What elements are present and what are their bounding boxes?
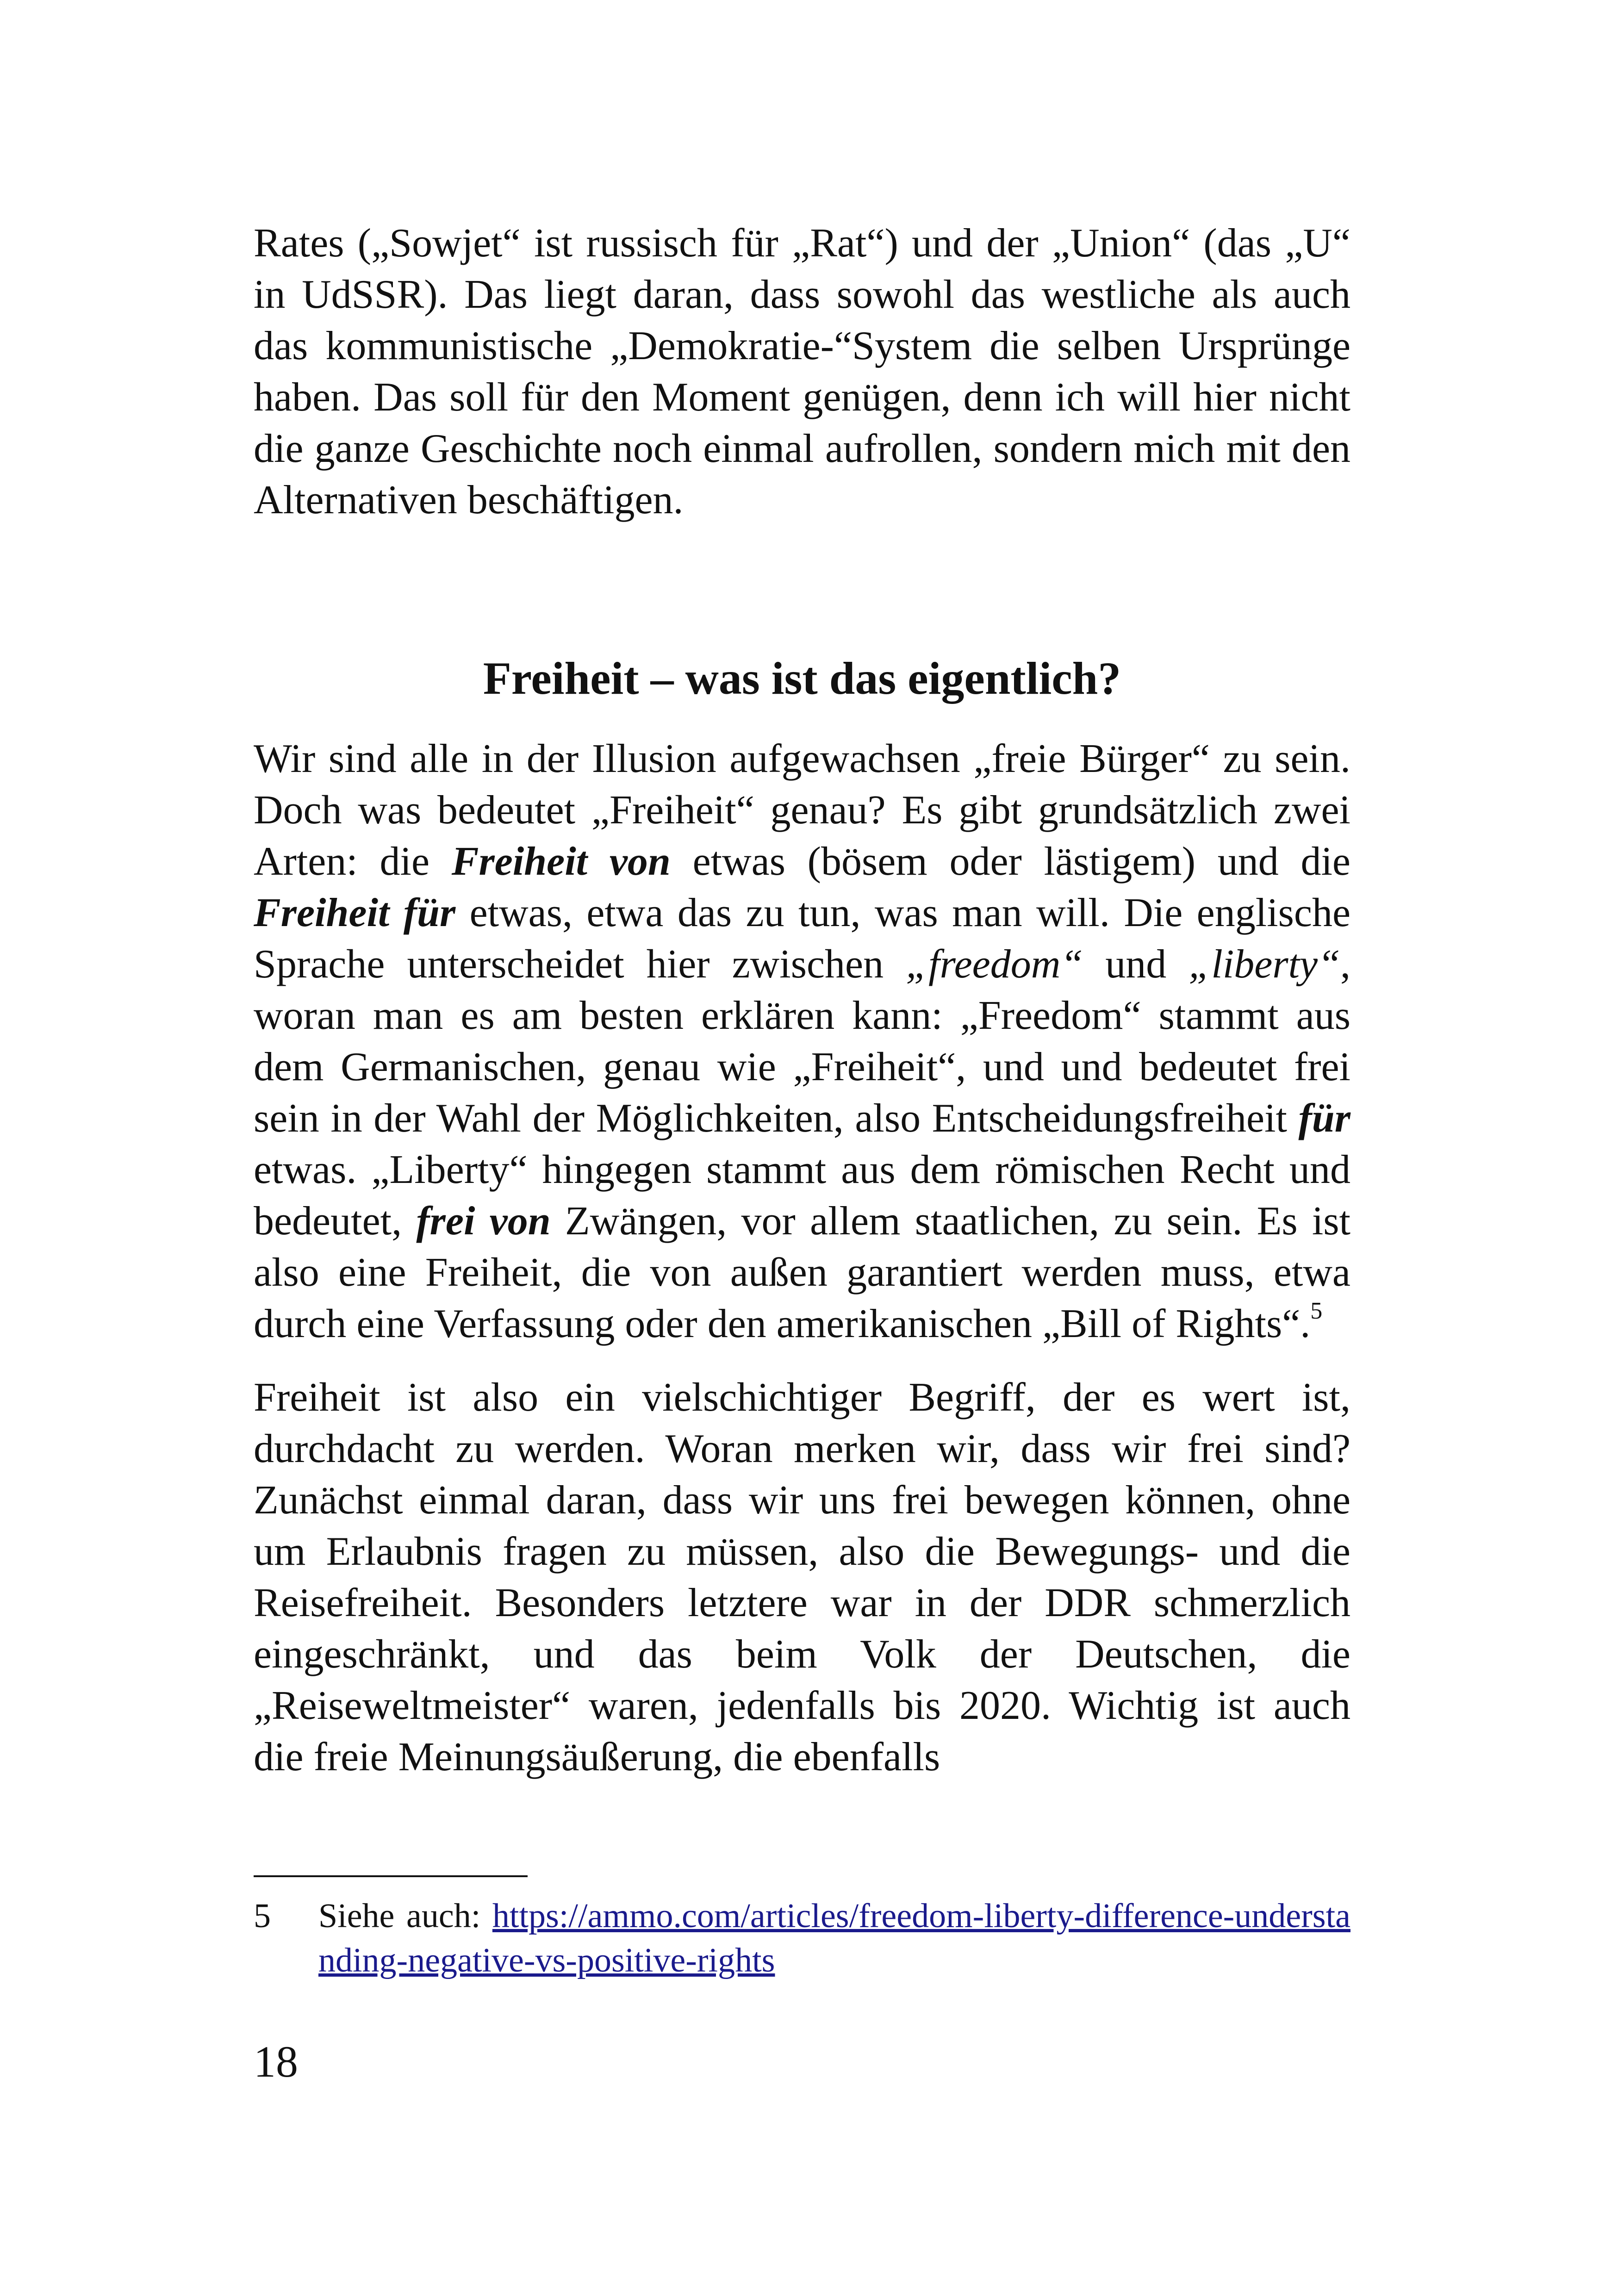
footnote-reference[interactable]: 5 bbox=[1310, 1298, 1323, 1324]
text-span: Zwängen, vor allem staatlichen, zu sein. Es ist also eine Freiheit, die von außen garantiert werden muss, etwa durch eine Verfassung oder den amerikanischen „Bill of Rights“. bbox=[254, 1199, 1351, 1346]
footnote-body bbox=[318, 1894, 1350, 1983]
footnote bbox=[254, 1894, 1350, 1983]
italic-liberty: „liberty“ bbox=[1189, 942, 1341, 987]
page-number: 18 bbox=[254, 2037, 298, 2086]
footnote-prefix: Siehe auch: bbox=[318, 1897, 492, 1935]
emphasis-fuer: für bbox=[1298, 1096, 1350, 1141]
footnote-number: 5 bbox=[254, 1897, 271, 1935]
paragraph-freedom-reflection: Freiheit ist also ein vielschichtiger Begriff, der es wert ist, durchdacht zu werden. Woran merken wir, dass wir frei sind? Zunächst einmal daran, dass wir uns frei bewegen können, ohne um Erlaubnis fragen zu müssen, also die Bewegungs- und die Reisefreiheit. Besonders letztere war in der DDR schmerzlich eingeschränkt, und das beim Volk der Deutschen, die „Reiseweltmeister“ waren, jedenfalls bis 2020. Wichtig ist auch die freie Meinungsäußerung, die ebenfalls bbox=[254, 1375, 1350, 1780]
section-heading: Freiheit – was ist das eigentlich? bbox=[483, 653, 1121, 704]
page-body bbox=[254, 218, 1350, 1783]
text-span: und bbox=[1083, 942, 1189, 987]
text-span: etwas (bösem oder lästigem) und die bbox=[670, 839, 1350, 884]
footnote-divider bbox=[254, 1875, 528, 1877]
italic-freedom: „freedom“ bbox=[906, 942, 1083, 987]
text-span: etwas. „Liberty“ hingegen stammt aus dem römischen Recht und bedeutet, bbox=[254, 1147, 1350, 1244]
text-span: , woran man es am besten erklären kann: „Freedom“ stammt aus dem Germanischen, genau wie „Freiheit“, und und bedeutet frei sein in der Wahl der Möglichkeiten, also Entscheidungsfreiheit bbox=[254, 942, 1351, 1141]
emphasis-freiheit-von: Freiheit von bbox=[451, 839, 671, 884]
emphasis-frei-von: frei von bbox=[416, 1199, 551, 1244]
text-span: Wir sind alle in der Illusion aufgewachsen „freie Bürger“ zu sein. Doch was bedeutet „Freiheit“ genau? Es gibt grundsätzlich zwei Arten: die bbox=[254, 736, 1350, 884]
intro-paragraph: Rates („Sowjet“ ist russisch für „Rat“) und der „Union“ (das „U“ in UdSSR). Das liegt daran, dass sowohl das westliche als auch das kommunistische „Demokratie-“System die selben Ursprünge haben. Das soll für den Moment genügen, denn ich will hier nicht die ganze Geschichte noch einmal aufrollen, sondern mich mit den Alternativen beschäftigen. bbox=[254, 221, 1350, 523]
footnote-link[interactable]: https://ammo.com/articles/freedom-liberty-difference-understanding-negative-vs-positive-rights bbox=[318, 1897, 1350, 1979]
text-span: etwas, etwa das zu tun, was man will. Die englische Sprache unterscheidet hier zwischen bbox=[254, 890, 1351, 987]
emphasis-freiheit-fuer: Freiheit für bbox=[254, 890, 456, 935]
paragraph-freedom-definition bbox=[254, 733, 1350, 1350]
